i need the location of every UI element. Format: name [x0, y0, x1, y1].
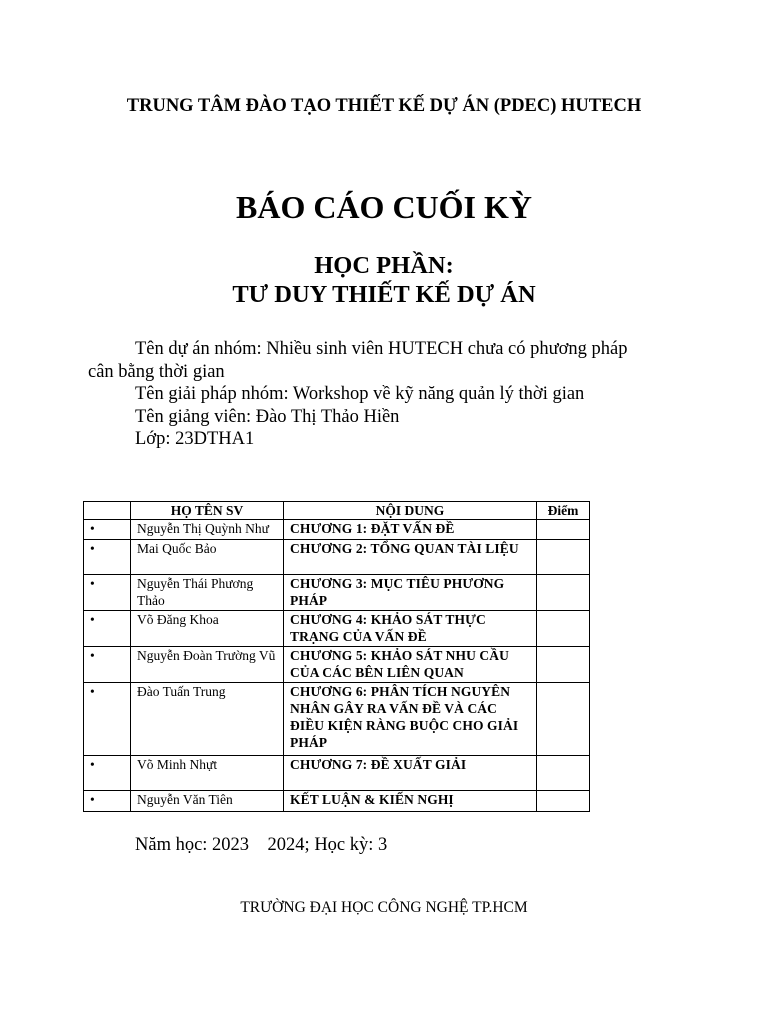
header-content: NỘI DUNG: [284, 502, 537, 520]
project-info: [88, 338, 688, 451]
chapter-content: CHƯƠNG 2: TỔNG QUAN TÀI LIỆU: [284, 540, 537, 575]
table-row: [84, 683, 590, 756]
row-bullet: •: [84, 683, 131, 756]
row-bullet: •: [84, 575, 131, 611]
table-header-row: [84, 502, 590, 520]
chapter-content: CHƯƠNG 3: MỤC TIÊU PHƯƠNG PHÁP: [284, 575, 537, 611]
course-label: HỌC PHẦN:: [314, 252, 454, 279]
chapter-content: CHƯƠNG 5: KHẢO SÁT NHU CẦU CỦA CÁC BÊN LIÊN QUAN: [284, 647, 537, 683]
row-bullet: •: [84, 791, 131, 812]
header-bullet: [84, 502, 131, 520]
table-row: [84, 756, 590, 791]
student-name: Võ Đăng Khoa: [131, 611, 284, 647]
course-name: TƯ DUY THIẾT KẾ DỰ ÁN: [232, 281, 536, 308]
lecturer-name: Tên giảng viên: Đào Thị Thảo Hiền: [135, 406, 400, 427]
solution-name: Tên giải pháp nhóm: Workshop về kỹ năng quản lý thời gian: [135, 384, 585, 404]
score-cell: [537, 791, 590, 812]
header-score: Điểm: [537, 502, 590, 520]
school-name: TRƯỜNG ĐẠI HỌC CÔNG NGHỆ TP.HCM: [240, 899, 528, 916]
header-student-name: HỌ TÊN SV: [131, 502, 284, 520]
row-bullet: •: [84, 647, 131, 683]
chapter-content: KẾT LUẬN & KIẾN NGHỊ: [284, 791, 537, 812]
class-name: Lớp: 23DTHA1: [135, 429, 255, 449]
table-row: [84, 540, 590, 575]
project-name-line-1: Tên dự án nhóm: Nhiều sinh viên HUTECH chưa có phương pháp: [135, 339, 628, 359]
row-bullet: •: [84, 756, 131, 791]
student-name: Mai Quốc Bảo: [131, 540, 284, 575]
chapter-content: CHƯƠNG 7: ĐỀ XUẤT GIẢI: [284, 756, 537, 791]
student-name: Nguyễn Văn Tiên: [131, 791, 284, 812]
student-name: Nguyễn Thị Quỳnh Như: [131, 520, 284, 540]
score-cell: [537, 575, 590, 611]
student-name: Nguyễn Đoàn Trường Vũ: [131, 647, 284, 683]
project-name-line-2: cân bằng thời gian: [88, 361, 225, 382]
table-row: [84, 791, 590, 812]
score-cell: [537, 540, 590, 575]
score-cell: [537, 520, 590, 540]
chapter-content: CHƯƠNG 6: PHÂN TÍCH NGUYÊN NHÂN GÂY RA VẤN ĐỀ VÀ CÁC ĐIỀU KIỆN RÀNG BUỘC CHO GIẢI PHÁP: [284, 683, 537, 756]
row-bullet: •: [84, 540, 131, 575]
student-name: Nguyễn Thái Phương Thảo: [131, 575, 284, 611]
score-cell: [537, 756, 590, 791]
student-name: Võ Minh Nhựt: [131, 756, 284, 791]
table-row: [84, 647, 590, 683]
score-cell: [537, 647, 590, 683]
school-year: Năm học: 2023 2024; Học kỳ: 3: [135, 835, 388, 855]
table-row: [84, 520, 590, 540]
report-title: BÁO CÁO CUỐI KỲ: [235, 189, 532, 225]
table-row: [84, 611, 590, 647]
score-cell: [537, 683, 590, 756]
chapter-content: CHƯƠNG 4: KHẢO SÁT THỰC TRẠNG CỦA VẤN ĐỀ: [284, 611, 537, 647]
score-cell: [537, 611, 590, 647]
student-name: Đào Tuấn Trung: [131, 683, 284, 756]
member-table: [83, 501, 590, 812]
chapter-content: CHƯƠNG 1: ĐẶT VẤN ĐỀ: [284, 520, 537, 540]
row-bullet: •: [84, 611, 131, 647]
organization-title: TRUNG TÂM ĐÀO TẠO THIẾT KẾ DỰ ÁN (PDEC) HUTECH: [126, 96, 642, 116]
table-row: [84, 575, 590, 611]
row-bullet: •: [84, 520, 131, 540]
